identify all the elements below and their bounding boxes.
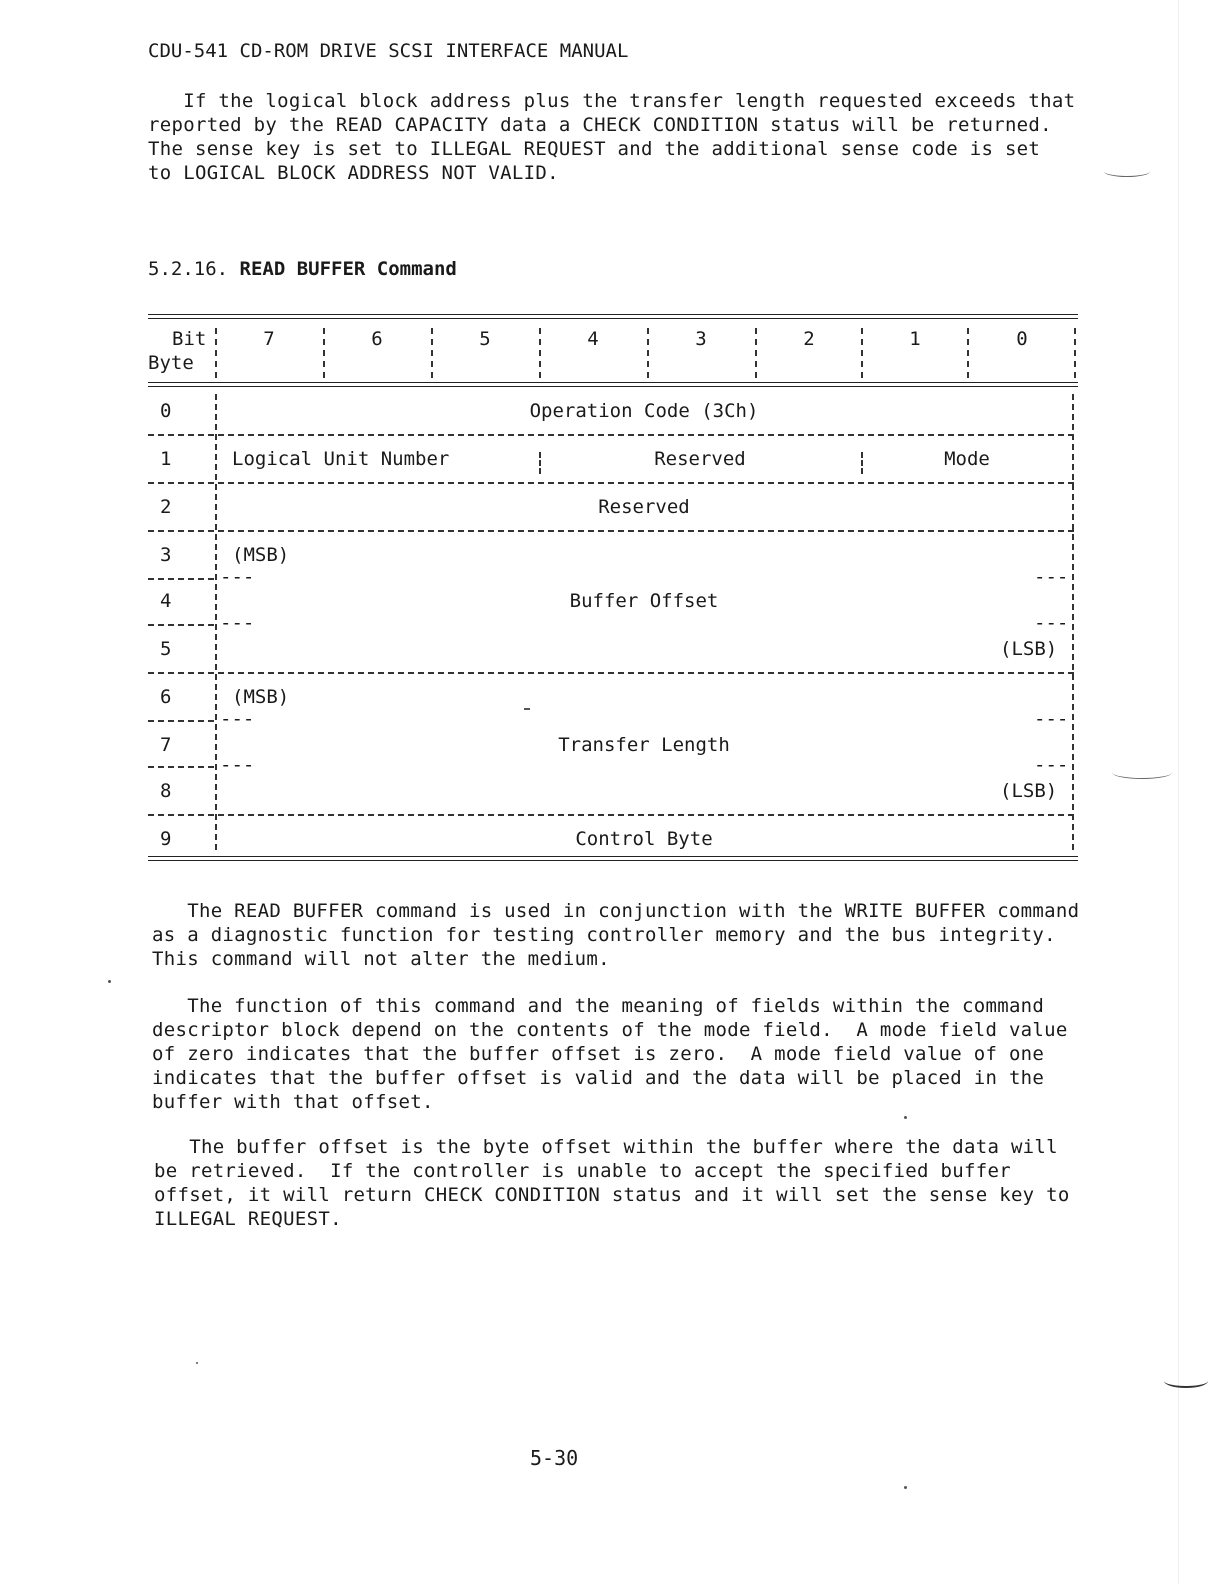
row-divider [148, 672, 1074, 674]
continuation-mark: --- [220, 754, 255, 776]
byte-number: 6 [160, 686, 172, 708]
scan-curl [1164, 1374, 1208, 1388]
bit-4-header: 4 [587, 328, 599, 350]
double-rule [148, 382, 1078, 387]
text-line: offset, it will return CHECK CONDITION status and it will set the sense key to [154, 1184, 1070, 1206]
transfer-length-field: Transfer Length [558, 734, 730, 756]
text-line: of zero indicates that the buffer offset is zero. A mode field value of one [152, 1043, 1045, 1065]
operation-code-field: Operation Code (3Ch) [529, 400, 759, 422]
row-divider [148, 434, 1074, 436]
buffer-offset-field: Buffer Offset [569, 590, 719, 612]
reserved-field: Reserved [654, 448, 746, 470]
continuation-mark: --- [1034, 566, 1069, 588]
bit-7-header: 7 [263, 328, 275, 350]
scan-speck [904, 1116, 907, 1119]
continuation-mark: --- [220, 612, 255, 634]
double-rule [148, 856, 1078, 861]
scan-speck [904, 1486, 907, 1489]
row-divider [148, 766, 214, 768]
section-title: READ BUFFER Command [239, 258, 457, 280]
reserved-field: Reserved [598, 496, 690, 518]
continuation-mark: --- [1034, 754, 1069, 776]
intro-line: reported by the READ CAPACITY data a CHECK CONDITION status will be returned. [148, 114, 1052, 136]
bit-5-header: 5 [479, 328, 491, 350]
continuation-mark: --- [220, 566, 255, 588]
text-line: descriptor block depend on the contents of the mode field. A mode field value [152, 1019, 1068, 1041]
row-divider [148, 530, 1074, 532]
mode-field: Mode [944, 448, 990, 470]
right-border [1072, 394, 1074, 850]
page-number: 5-30 [530, 1446, 579, 1470]
text-line: buffer with that offset. [152, 1091, 434, 1113]
byte-number: 2 [160, 496, 172, 518]
row-divider [148, 720, 214, 722]
text-line: The function of this command and the meaning of fields within the command [152, 995, 1045, 1017]
bit-1-header: 1 [909, 328, 921, 350]
column-divider [1074, 328, 1076, 378]
row-divider [148, 624, 214, 626]
scan-speck [196, 1362, 198, 1364]
scan-curl [1104, 166, 1150, 177]
lsb-marker: (LSB) [1000, 780, 1058, 802]
text-line: The buffer offset is the byte offset within the buffer where the data will [154, 1136, 1058, 1158]
text-line: be retrieved. If the controller is unable to accept the specified buffer [154, 1160, 1011, 1182]
body-paragraph-2 [152, 994, 1068, 1114]
byte-number: 4 [160, 590, 172, 612]
lsb-marker: (LSB) [1000, 638, 1058, 660]
text-line: as a diagnostic function for testing controller memory and the bus integrity. [152, 924, 1056, 946]
continuation-mark: --- [1034, 612, 1069, 634]
byte-number: 7 [160, 734, 172, 756]
row-divider [148, 578, 214, 580]
double-rule [148, 314, 1078, 319]
text-line: This command will not alter the medium. [152, 948, 610, 970]
text-line: ILLEGAL REQUEST. [154, 1208, 342, 1230]
scan-speck [524, 708, 530, 710]
byte-number: 8 [160, 780, 172, 802]
continuation-mark: --- [1034, 708, 1069, 730]
byte-number: 9 [160, 828, 172, 850]
section-number: 5.2.16. [148, 258, 229, 280]
intro-line: The sense key is set to ILLEGAL REQUEST and the additional sense code is set [148, 138, 1041, 160]
body-paragraph-1 [152, 899, 1079, 971]
logical-unit-number-field: Logical Unit Number [232, 448, 450, 470]
cdb-table [148, 306, 1078, 866]
bit-6-header: 6 [371, 328, 383, 350]
byte-label: Byte [148, 352, 194, 374]
intro-line: to LOGICAL BLOCK ADDRESS NOT VALID. [148, 162, 559, 184]
control-byte-field: Control Byte [575, 828, 713, 850]
msb-marker: (MSB) [232, 686, 290, 708]
msb-marker: (MSB) [232, 544, 290, 566]
byte-number: 0 [160, 400, 172, 422]
byte-number: 5 [160, 638, 172, 660]
text-line: The READ BUFFER command is used in conjunction with the WRITE BUFFER command [152, 900, 1080, 922]
body-paragraph-3 [154, 1135, 1070, 1231]
byte-number: 3 [160, 544, 172, 566]
text-line: indicates that the buffer offset is valid and the data will be placed in the [152, 1067, 1045, 1089]
bit-3-header: 3 [695, 328, 707, 350]
running-header: CDU-541 CD-ROM DRIVE SCSI INTERFACE MANUAL [148, 40, 629, 62]
byte-column-divider [215, 394, 217, 850]
continuation-mark: --- [220, 708, 255, 730]
bit-label: Bit [172, 328, 207, 350]
page-scan-edge [1178, 0, 1179, 1584]
row-divider [148, 482, 1074, 484]
bit-2-header: 2 [803, 328, 815, 350]
byte-number: 1 [160, 448, 172, 470]
scan-speck [108, 980, 111, 983]
scan-curl [1112, 766, 1172, 779]
intro-line: If the logical block address plus the transfer length requested exceeds that [148, 90, 1076, 112]
section-heading [148, 258, 457, 280]
bit-0-header: 0 [1016, 328, 1028, 350]
row-divider [148, 814, 1074, 816]
intro-paragraph [148, 89, 1075, 185]
